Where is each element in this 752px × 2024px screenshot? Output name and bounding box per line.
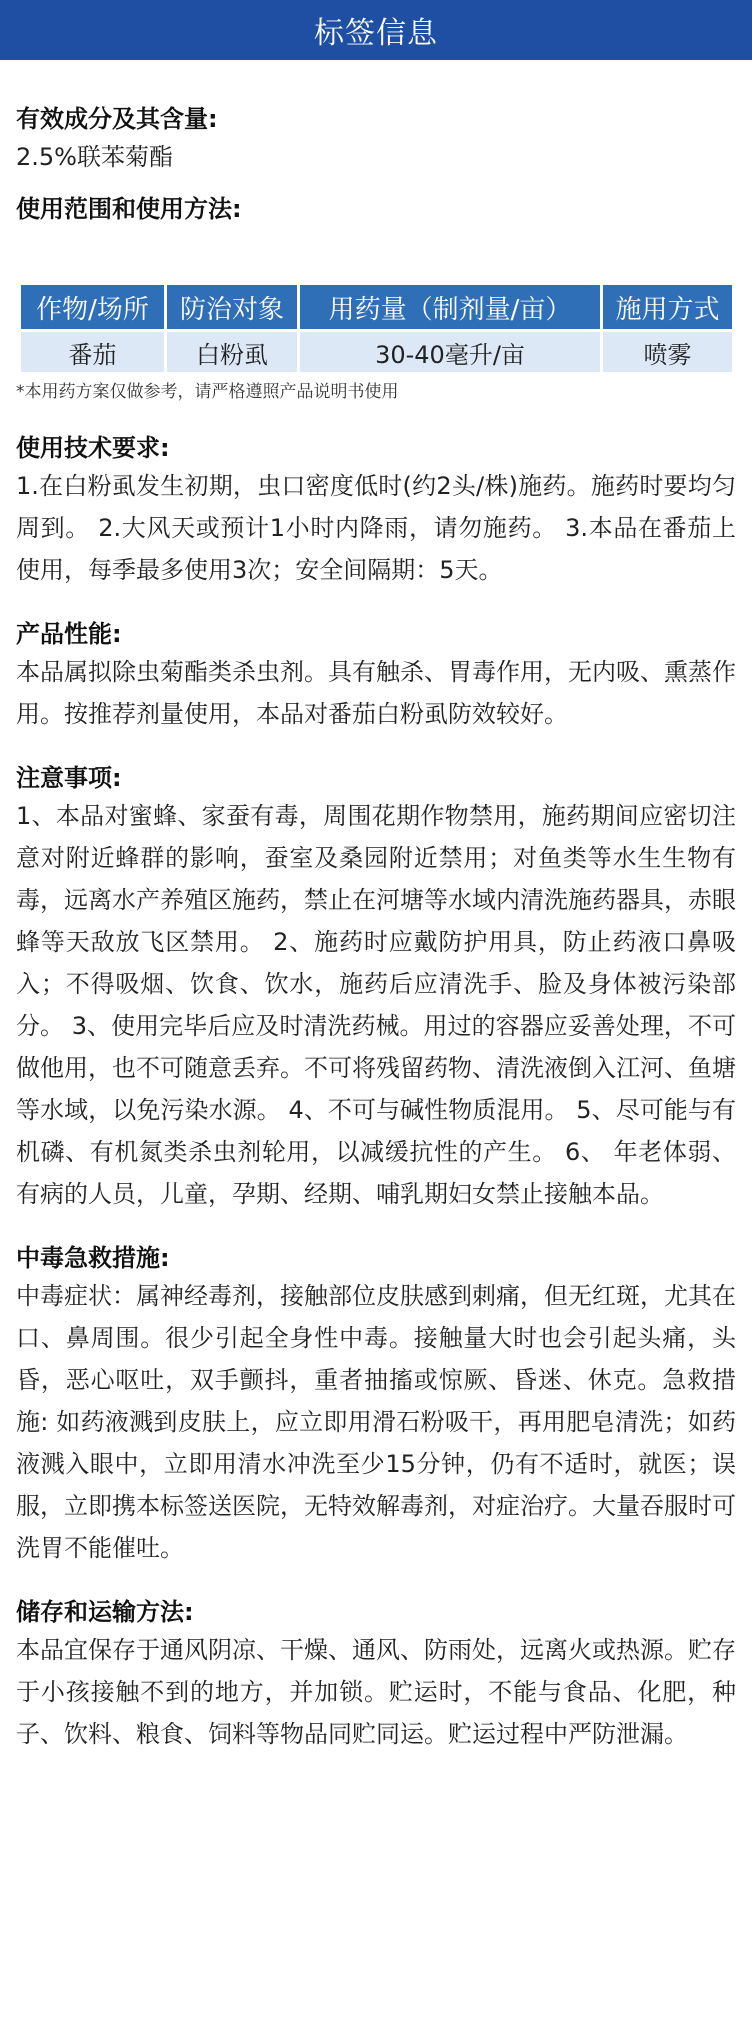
page-title: 标签信息	[314, 16, 438, 51]
usage-cell-dosage: 30-40毫升/亩	[300, 332, 600, 372]
usage-cell-method: 喷雾	[603, 332, 732, 372]
ingredient-value: 2.5%联苯菊酯	[16, 143, 173, 171]
usage-section	[16, 192, 736, 405]
usage-header-target: 防治对象	[167, 285, 297, 329]
firstaid-title: 中毒急救措施:	[16, 1244, 170, 1272]
page-header	[0, 0, 752, 60]
performance-body: 本品属拟除虫菊酯类杀虫剂。具有触杀、胃毒作用，无内吸、熏蒸作用。按推荐剂量使用，本品对番茄白粉虱防效较好。	[16, 658, 736, 728]
ingredient-title: 有效成分及其含量:	[16, 105, 218, 133]
ingredient-section	[16, 102, 736, 178]
usage-header-method: 施用方式	[603, 285, 732, 329]
performance-title: 产品性能:	[16, 620, 122, 648]
usage-spacer	[16, 226, 736, 282]
usage-table-header-row	[21, 285, 732, 329]
precautions-title: 注意事项:	[16, 764, 122, 792]
usage-header-dosage: 用药量（制剂量/亩）	[300, 285, 600, 329]
label-content	[0, 60, 752, 1755]
storage-body: 本品宜保存于通风阴凉、干燥、通风、防雨处，远离火或热源。贮存于小孩接触不到的地方，并加锁。贮运时，不能与食品、化肥，种子、饮料、粮食、饲料等物品同贮同运。贮运过程中严防泄漏。	[16, 1636, 736, 1748]
precautions-body: 1、本品对蜜蜂、家蚕有毒，周围花期作物禁用，施药期间应密切注意对附近蜂群的影响，蚕室及桑园附近禁用；对鱼类等水生生物有毒，远离水产养殖区施药，禁止在河塘等水域内清洗施药器具，赤眼蜂等天敌放飞区禁用。 2、施药时应戴防护用具，防止药液口鼻吸入；不得吸烟、饮食、饮水，施药后应清洗手、脸及身体被污染部分。 3、使用完毕后应及时清洗药械。用过的容器应妥善处理，不可做他用，也不可随意丢弃。不可将残留药物、清洗液倒入江河、鱼塘等水域，以免污染水源。 4、不可与碱性物质混用。 5、尽可能与有机磷、有机氮类杀虫剂轮用，以减缓抗性的产生。 6、 年老体弱、有病的人员，儿童，孕期、经期、哺乳期妇女禁止接触本品。	[16, 802, 736, 1208]
storage-section	[16, 1595, 736, 1755]
tech-body: 1.在白粉虱发生初期，虫口密度低时(约2头/株)施药。施药时要均匀周到。 2.大风天或预计1小时内降雨，请勿施药。 3.本品在番茄上使用，每季最多使用3次；安全间隔期：5天。	[16, 472, 736, 584]
tech-section	[16, 431, 736, 591]
table-row	[21, 332, 732, 372]
usage-cell-crop: 番茄	[21, 332, 164, 372]
firstaid-body: 中毒症状：属神经毒剂，接触部位皮肤感到刺痛，但无红斑，尤其在口、鼻周围。很少引起全身性中毒。接触量大时也会引起头痛，头昏，恶心呕吐，双手颤抖，重者抽搐或惊厥、昏迷、休克。急救措施: 如药液溅到皮肤上，应立即用滑石粉吸干，再用肥皂清洗；如药液溅入眼中，立即用清水冲洗至少15分钟，仍有不适时，就医；误服，立即携本标签送医院，无特效解毒剂，对症治疗。大量吞服时可洗胃不能催吐。	[16, 1282, 736, 1562]
usage-title: 使用范围和使用方法:	[16, 195, 242, 223]
storage-title: 储存和运输方法:	[16, 1598, 194, 1626]
tech-title: 使用技术要求:	[16, 434, 170, 462]
performance-section	[16, 617, 736, 735]
usage-note: *本用药方案仅做参考，请严格遵照产品说明书使用	[16, 382, 399, 402]
usage-header-crop: 作物/场所	[21, 285, 164, 329]
precautions-section	[16, 761, 736, 1215]
firstaid-section	[16, 1241, 736, 1569]
usage-cell-target: 白粉虱	[167, 332, 297, 372]
usage-table	[18, 282, 735, 375]
